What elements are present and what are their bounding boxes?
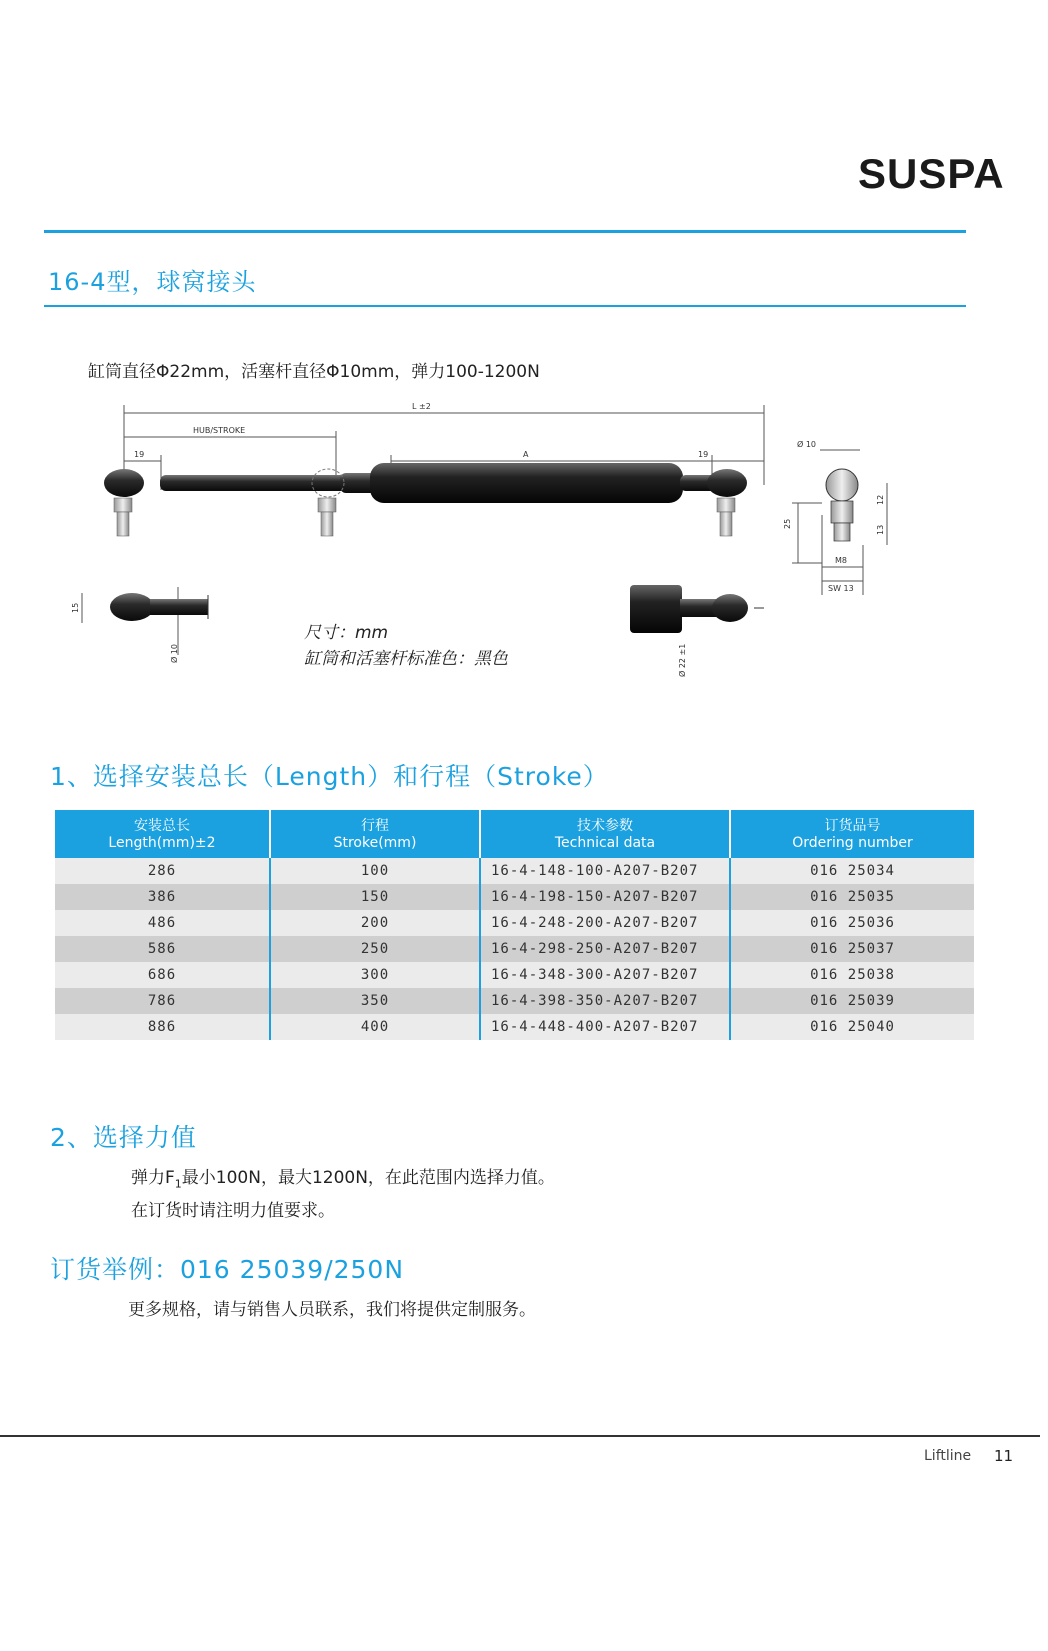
dim-25: 25 xyxy=(783,518,792,529)
header-stroke: 行程 Stroke(mm) xyxy=(270,810,480,858)
page-title: 16-4型，球窝接头 xyxy=(48,268,257,296)
dim-hub-stroke: HUB/STROKE xyxy=(193,426,246,435)
footer-divider xyxy=(0,1435,1040,1437)
intro-text: 缸筒直径Φ22mm，活塞杆直径Φ10mm，弹力100-1200N xyxy=(88,362,540,382)
cell-length: 786 xyxy=(55,988,270,1014)
cell-stroke: 200 xyxy=(270,910,480,936)
dim-right-19: 19 xyxy=(698,450,709,459)
table-row xyxy=(55,884,974,910)
table-row xyxy=(55,962,974,988)
cell-technical-data: 16-4-448-400-A207-B207 xyxy=(480,1014,730,1040)
color-note: 缸筒和活塞杆标准色：黑色 xyxy=(304,649,508,669)
cell-stroke: 400 xyxy=(270,1014,480,1040)
header-technical-data: 技术参数 Technical data xyxy=(480,810,730,858)
force-range-text: 弹力$F_1$最小100N，最大1200N，在此范围内选择力值。 xyxy=(131,1168,555,1191)
cell-technical-data: 16-4-398-350-A207-B207 xyxy=(480,988,730,1014)
spec-table xyxy=(55,810,974,1040)
header-ordering-number: 订货品号 Ordering number xyxy=(730,810,974,858)
dim-12: 12 xyxy=(876,494,885,505)
force-order-note: 在订货时请注明力值要求。 xyxy=(131,1201,335,1221)
custom-service-note: 更多规格，请与销售人员联系，我们将提供定制服务。 xyxy=(128,1300,536,1320)
table-header-row xyxy=(55,810,974,858)
cell-stroke: 350 xyxy=(270,988,480,1014)
cell-ordering-number: 016 25037 xyxy=(730,936,974,962)
ball-stud-left xyxy=(117,512,129,536)
dim-dia10-bottom: Ø 10 xyxy=(170,643,179,663)
header-divider xyxy=(44,230,966,233)
detail-socket-left xyxy=(110,593,154,621)
page-number: 11 xyxy=(994,1447,1014,1465)
order-example-title: 订货举例：016 25039/250N xyxy=(50,1255,405,1284)
piston-rod xyxy=(160,475,360,491)
dim-m8: M8 xyxy=(835,556,847,565)
cylinder-tube xyxy=(370,463,683,503)
cell-technical-data: 16-4-198-150-A207-B207 xyxy=(480,884,730,910)
table-row xyxy=(55,988,974,1014)
cell-stroke: 300 xyxy=(270,962,480,988)
cell-technical-data: 16-4-348-300-A207-B207 xyxy=(480,962,730,988)
header-length: 安装总长 Length(mm)±2 xyxy=(55,810,270,858)
table-row xyxy=(55,858,974,884)
side-view-stud xyxy=(834,523,850,541)
cell-technical-data: 16-4-148-100-A207-B207 xyxy=(480,858,730,884)
cell-length: 886 xyxy=(55,1014,270,1040)
dim-left-19: 19 xyxy=(134,450,145,459)
cell-ordering-number: 016 25036 xyxy=(730,910,974,936)
dim-a: A xyxy=(523,450,529,459)
dim-15: 15 xyxy=(71,602,80,613)
cell-ordering-number: 016 25040 xyxy=(730,1014,974,1040)
cell-length: 686 xyxy=(55,962,270,988)
dim-13: 13 xyxy=(876,524,885,535)
units-note: 尺寸：mm xyxy=(304,623,389,643)
title-divider xyxy=(44,305,966,307)
ball-socket-left xyxy=(104,469,144,497)
table-row xyxy=(55,1014,974,1040)
dim-total-length: L ±2 xyxy=(412,402,431,411)
cell-length: 486 xyxy=(55,910,270,936)
ball-stud-middle xyxy=(321,512,333,536)
cell-stroke: 150 xyxy=(270,884,480,910)
side-view-ball xyxy=(826,469,858,501)
section2-title: 2、选择力值 xyxy=(50,1123,197,1152)
section1-title: 1、选择安装总长（Length）和行程（Stroke） xyxy=(50,762,609,791)
cell-ordering-number: 016 25039 xyxy=(730,988,974,1014)
cell-ordering-number: 016 25038 xyxy=(730,962,974,988)
cell-stroke: 100 xyxy=(270,858,480,884)
drawing-notes xyxy=(304,620,508,672)
cell-technical-data: 16-4-298-250-A207-B207 xyxy=(480,936,730,962)
dim-sw13: SW 13 xyxy=(828,584,854,593)
dim-dia22: Ø 22 ±1 xyxy=(678,643,687,677)
cell-length: 386 xyxy=(55,884,270,910)
cell-technical-data: 16-4-248-200-A207-B207 xyxy=(480,910,730,936)
table-row xyxy=(55,936,974,962)
detail-socket-right xyxy=(712,594,748,622)
detail-cylinder-end xyxy=(630,585,682,633)
suspa-logo: SUSPA xyxy=(858,150,1005,197)
cell-length: 286 xyxy=(55,858,270,884)
cell-length: 586 xyxy=(55,936,270,962)
footer-brand: Liftline xyxy=(924,1448,972,1464)
dim-dia10-top: Ø 10 xyxy=(797,440,817,449)
ball-socket-right xyxy=(707,469,747,497)
cell-ordering-number: 016 25035 xyxy=(730,884,974,910)
table-row xyxy=(55,910,974,936)
cell-ordering-number: 016 25034 xyxy=(730,858,974,884)
ball-stud-right xyxy=(720,512,732,536)
cell-stroke: 250 xyxy=(270,936,480,962)
